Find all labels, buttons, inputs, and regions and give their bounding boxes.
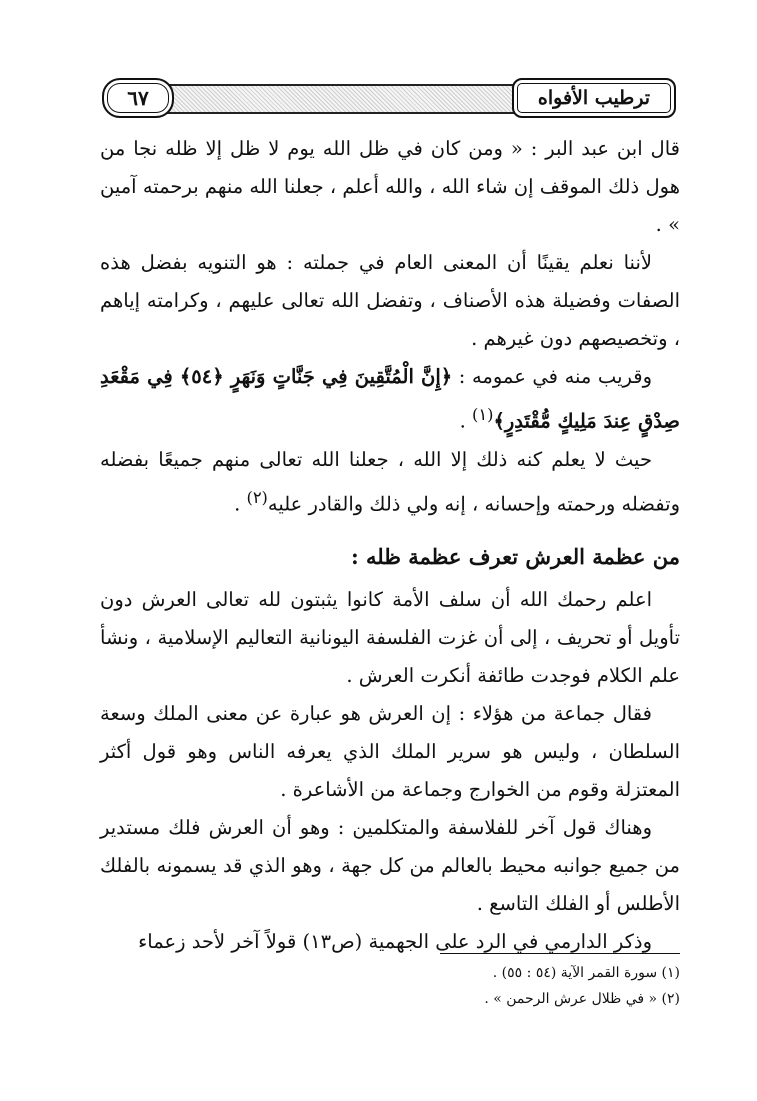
paragraph-5: اعلم رحمك الله أن سلف الأمة كانوا يثبتون لله تعالى العرش دون تأويل أو تحريف ، إلى أن غزت الفلسفة اليونانية التعاليم الإسلامية ، ونشأ علم الكلام فوجدت طائفة أنكرت العرش .: [100, 588, 680, 687]
paragraph-4-main: حيث لا يعلم كنه ذلك إلا الله ، جعلنا الله تعالى منهم جميعًا بفضله وتفضله ورحمته وإحسانه ، إنه ولي ذلك والقادر عليه: [100, 447, 680, 515]
footnote-ref-2: (٢): [246, 487, 268, 507]
book-title: ترطيب الأفواه: [512, 78, 676, 118]
paragraph-1: قال ابن عبد البر : « ومن كان في ظل الله يوم لا ظل إلا ظله نجا من هول ذلك الموقف إن شاء الله ، والله أعلم ، جعلنا الله منهم برحمته آمين » .: [100, 137, 680, 236]
quran-verse: ﴿إِنَّ الْمُتَّقِينَ فِي جَنَّاتٍ وَنَهَرٍ ﴿٥٤﴾ فِي مَقْعَدِ صِدْقٍ عِندَ مَلِيكٍ مُّقْتَدِرٍ﴾: [100, 365, 680, 433]
paragraph-8: وذكر الدارمي في الرد على الجهمية (ص١٣) قولاً آخر لأحد زعماء: [138, 930, 652, 953]
paragraph-6: فقال جماعة من هؤلاء : إن العرش هو عبارة عن معنى الملك وسعة السلطان ، وليس هو سرير الملك الذي يعرفه الناس وهو قول أكثر المعتزلة وقوم من الخوارج وجماعة من الأشاعرة .: [100, 702, 680, 801]
footnote-divider: [440, 953, 680, 954]
footnote-ref-1: (١): [472, 405, 494, 424]
header-ornament-band: [158, 84, 526, 114]
footnote-1: (١) سورة القمر الآية (٥٤ : ٥٥) .: [492, 965, 680, 981]
paragraph-4: [100, 441, 680, 524]
paragraph-4-end: .: [234, 492, 247, 515]
paragraph-3-lead: وقريب منه في عمومه :: [452, 365, 653, 388]
footnote-2: (٢) « في ظلال عرش الرحمن » .: [484, 991, 680, 1007]
page-header: [98, 76, 676, 120]
main-text: [100, 130, 680, 961]
page-number: ٦٧: [102, 78, 174, 118]
paragraph-3: [100, 358, 680, 441]
paragraph-3-end: .: [459, 409, 473, 433]
paragraph-7: وهناك قول آخر للفلاسفة والمتكلمين : وهو أن العرش فلك مستدير من جميع جوانبه محيط بالعالم من كل جهة ، وهو الذي قد يسمونه بالفلك الأطلس أو الفلك التاسع .: [100, 816, 680, 915]
paragraph-2: لأننا نعلم يقينًا أن المعنى العام في جملته : هو التنويه بفضل هذه الصفات وفضيلة هذه الأصناف ، وتفضل الله تعالى عليهم ، وكرامته إياهم ، وتخصيصهم دون غيرهم .: [100, 251, 680, 350]
footnotes: [300, 960, 680, 1012]
section-heading: من عظمة العرش تعرف عظمة ظله :: [350, 544, 680, 569]
